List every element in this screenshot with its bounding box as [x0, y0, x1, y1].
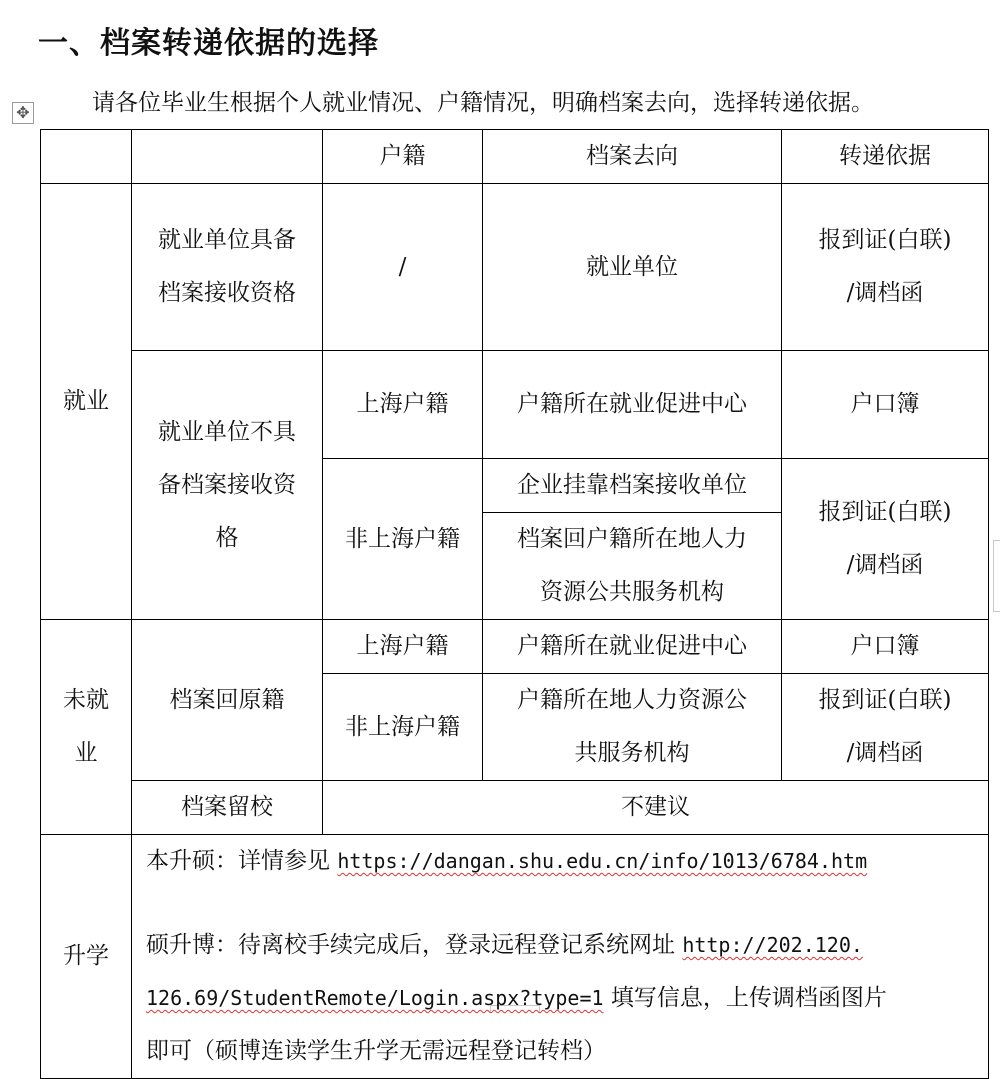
table-resize-marker[interactable]: [993, 540, 1000, 612]
return-origin-nonshanghai-destination: 户籍所在地人力资源公 共服务机构: [483, 674, 782, 781]
header-destination: 档案去向: [483, 130, 782, 184]
unit-cannot-shanghai-destination: 户籍所在就业促进中心: [483, 351, 782, 459]
unit-can-label: 就业单位具备 档案接收资格: [132, 184, 323, 351]
unit-cannot-nonshanghai-destination-1: 企业挂靠档案接收单位: [483, 459, 782, 513]
return-origin-shanghai-basis: 户口簿: [782, 620, 989, 674]
unemployed-label: 未就 业: [41, 620, 132, 835]
table-row: [41, 351, 989, 459]
table-row: [41, 835, 989, 1079]
section-heading: 一、档案转递依据的选择: [38, 26, 379, 61]
unit-cannot-shanghai-basis: 户口簿: [782, 351, 989, 459]
header-empty-2: [132, 130, 323, 184]
unit-cannot-label: 就业单位不具 备档案接收资 格: [132, 351, 323, 620]
header-empty-1: [41, 130, 132, 184]
keep-at-school-advice: 不建议: [323, 781, 989, 835]
return-origin-shanghai-destination: 户籍所在就业促进中心: [483, 620, 782, 674]
intro-paragraph: 请各位毕业生根据个人就业情况、户籍情况，明确档案去向，选择转递依据。: [92, 90, 874, 116]
archive-transfer-table: [40, 129, 989, 1079]
unit-can-destination: 就业单位: [483, 184, 782, 351]
table-row: [41, 184, 989, 351]
unit-cannot-nonshanghai-destination-2: 档案回户籍所在地人力 资源公共服务机构: [483, 513, 782, 620]
table-row: [41, 620, 989, 674]
master-to-phd-line-3: 即可（硕博连读学生升学无需远程登记转档）: [146, 1038, 606, 1064]
unit-cannot-nonshanghai-basis: 报到证(白联) /调档函: [782, 459, 989, 620]
header-huji: 户籍: [323, 130, 483, 184]
header-basis: 转递依据: [782, 130, 989, 184]
master-to-phd-line-2: 126.69/StudentRemote/Login.aspx?type=1 填写信息，上传调档函图片: [146, 985, 887, 1011]
bachelor-to-master-line: 本升硕：详情参见 https://dangan.shu.edu.cn/info/1013/6784.htm: [146, 848, 868, 874]
keep-at-school-label: 档案留校: [132, 781, 323, 835]
master-to-phd-line: 硕升博：待离校手续完成后，登录远程登记系统网址 http://202.120.: [146, 932, 863, 958]
further-study-label: 升学: [41, 835, 132, 1079]
master-to-phd-link-part1[interactable]: http://202.120.: [682, 933, 863, 957]
table-move-handle-icon[interactable]: ✥: [12, 102, 34, 124]
unit-cannot-shanghai-huji: 上海户籍: [323, 351, 483, 459]
table-row: [41, 781, 989, 835]
return-origin-nonshanghai-huji: 非上海户籍: [323, 674, 483, 781]
employed-label: 就业: [41, 184, 132, 620]
table-header-row: [41, 130, 989, 184]
return-origin-nonshanghai-basis: 报到证(白联) /调档函: [782, 674, 989, 781]
bachelor-to-master-link[interactable]: https://dangan.shu.edu.cn/info/1013/6784.htm: [337, 849, 868, 873]
master-to-phd-link-part2[interactable]: 126.69/StudentRemote/Login.aspx?type=1: [146, 986, 604, 1010]
unit-can-basis: 报到证(白联) /调档函: [782, 184, 989, 351]
unit-cannot-nonshanghai-huji: 非上海户籍: [323, 459, 483, 620]
return-origin-label: 档案回原籍: [132, 620, 323, 781]
return-origin-shanghai-huji: 上海户籍: [323, 620, 483, 674]
further-study-details: [132, 835, 989, 1079]
unit-can-huji: /: [323, 184, 483, 351]
